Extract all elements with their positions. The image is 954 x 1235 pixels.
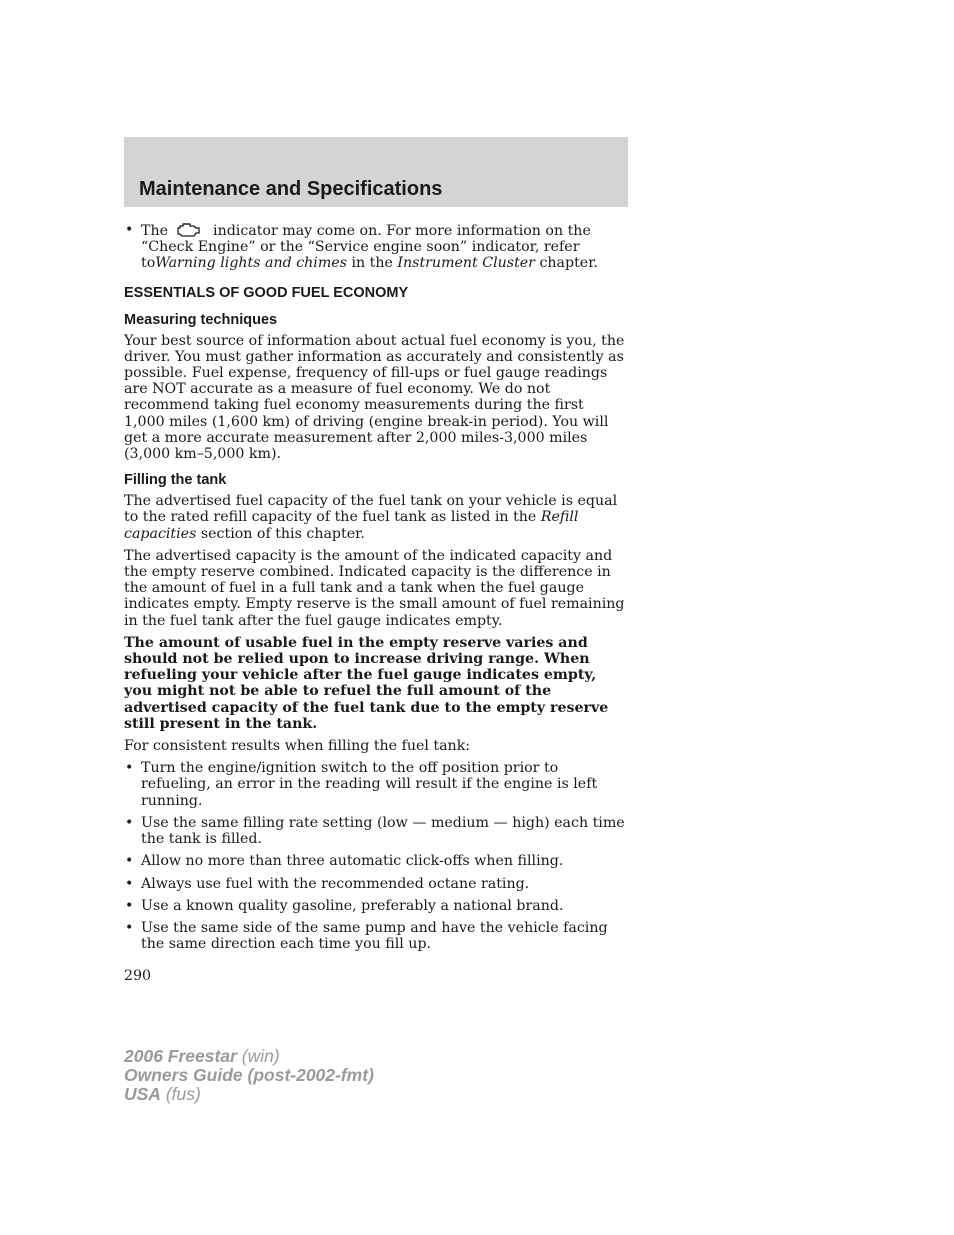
- tip-text: Allow no more than three automatic click-offs when filling.: [141, 853, 564, 870]
- footer-guide: Owners Guide (post-2002-fmt): [124, 1065, 374, 1085]
- list-item: [124, 760, 628, 809]
- reserve-warning: The amount of usable fuel in the empty reserve varies and should not be relied upon to increase driving range. When refueling your vehicle after the fuel gauge indicates empty, you might not be able to refuel the full amount of the advertised capacity of the fuel tank due to the empty reserve still present in the tank.: [124, 634, 609, 732]
- tip-text: Use a known quality gasoline, preferably a national brand.: [141, 897, 564, 914]
- refill-capacities-ref: Refill capacities: [124, 509, 579, 542]
- tips-intro: For consistent results when filling the fuel tank:: [124, 738, 471, 755]
- intro-text-start: The: [141, 223, 168, 239]
- bullet-marker: •: [125, 919, 134, 936]
- list-item: [124, 222, 628, 272]
- intro-list: [124, 222, 628, 272]
- intro-text-main: indicator may come on. For more information on the “Check Engine” or the “Service engine soon” indicator, refer to: [141, 223, 591, 272]
- tip-text: Use the same side of the same pump and have the vehicle facing the same direction each time you fill up.: [141, 919, 608, 953]
- measuring-heading: Measuring techniques: [124, 311, 278, 328]
- list-item: [124, 920, 628, 952]
- list-item: [124, 853, 628, 869]
- list-item: [124, 876, 628, 892]
- intro-ref-warning-lights: Warning lights and chimes: [155, 255, 347, 272]
- footer-model-code: (win): [241, 1046, 280, 1066]
- bullet-marker: •: [125, 897, 134, 914]
- measuring-body: Your best source of information about actual fuel economy is you, the driver. You must gather information as accurately and consistently as possible. Fuel expense, frequency of fill-ups or fuel gauge readings are NOT accurate as a measure of fuel economy. We do not recommend taking fuel economy measurements during the first 1,000 miles (1,600 km) of driving (engine break-in period). You will get a more accurate measurement after 2,000 miles-3,000 miles (3,000 km–5,000 km).: [124, 332, 625, 463]
- tip-text: Always use fuel with the recommended octane rating.: [141, 875, 530, 892]
- page-content: [124, 222, 628, 985]
- tip-text: Turn the engine/ignition switch to the off position prior to refueling, an error in the reading will result if the engine is left running.: [141, 760, 598, 809]
- document-footer: [124, 1047, 374, 1104]
- intro-text-mid: in the: [346, 255, 398, 272]
- footer-line-3: [124, 1085, 374, 1104]
- bullet-marker: •: [125, 853, 134, 870]
- list-item: [124, 898, 628, 914]
- bullet-marker: •: [125, 760, 134, 777]
- check-engine-icon: [175, 222, 201, 238]
- footer-market: USA: [124, 1084, 161, 1104]
- filling-para-2: The advertised capacity is the amount of the indicated capacity and the empty reserve combined. Indicated capacity is the difference in the amount of fuel in a full tank and a tank when the fuel gauge indicates empty. Empty reserve is the small amount of fuel remaining in the fuel tank after the fuel gauge indicates empty.: [124, 547, 625, 629]
- filling-para-1: [124, 493, 628, 542]
- tip-text: Use the same filling rate setting (low — medium — high) each time the tank is filled.: [141, 814, 625, 848]
- filling-para-1-start: The advertised fuel capacity of the fuel tank on your vehicle is equal to the rated refill capacity of the fuel tank as listed in the: [124, 493, 618, 526]
- footer-market-code: (fus): [165, 1084, 201, 1104]
- page-title: Maintenance and Specifications: [139, 178, 443, 200]
- filling-heading: Filling the tank: [124, 472, 227, 489]
- footer-line-2: [124, 1066, 374, 1085]
- tips-list: [124, 760, 628, 952]
- header-band: [124, 137, 628, 207]
- intro-ref-instrument-cluster: Instrument Cluster: [397, 255, 535, 272]
- bullet-marker: •: [125, 222, 134, 238]
- page-number: 290: [124, 968, 152, 985]
- filling-para-1-end: section of this chapter.: [196, 525, 365, 542]
- bullet-marker: •: [125, 814, 134, 831]
- bullet-marker: •: [125, 875, 134, 892]
- section-heading: ESSENTIALS OF GOOD FUEL ECONOMY: [124, 284, 409, 301]
- intro-text-end: chapter.: [534, 255, 598, 272]
- footer-line-1: [124, 1047, 374, 1066]
- footer-model: 2006 Freestar: [124, 1046, 237, 1066]
- list-item: [124, 815, 628, 847]
